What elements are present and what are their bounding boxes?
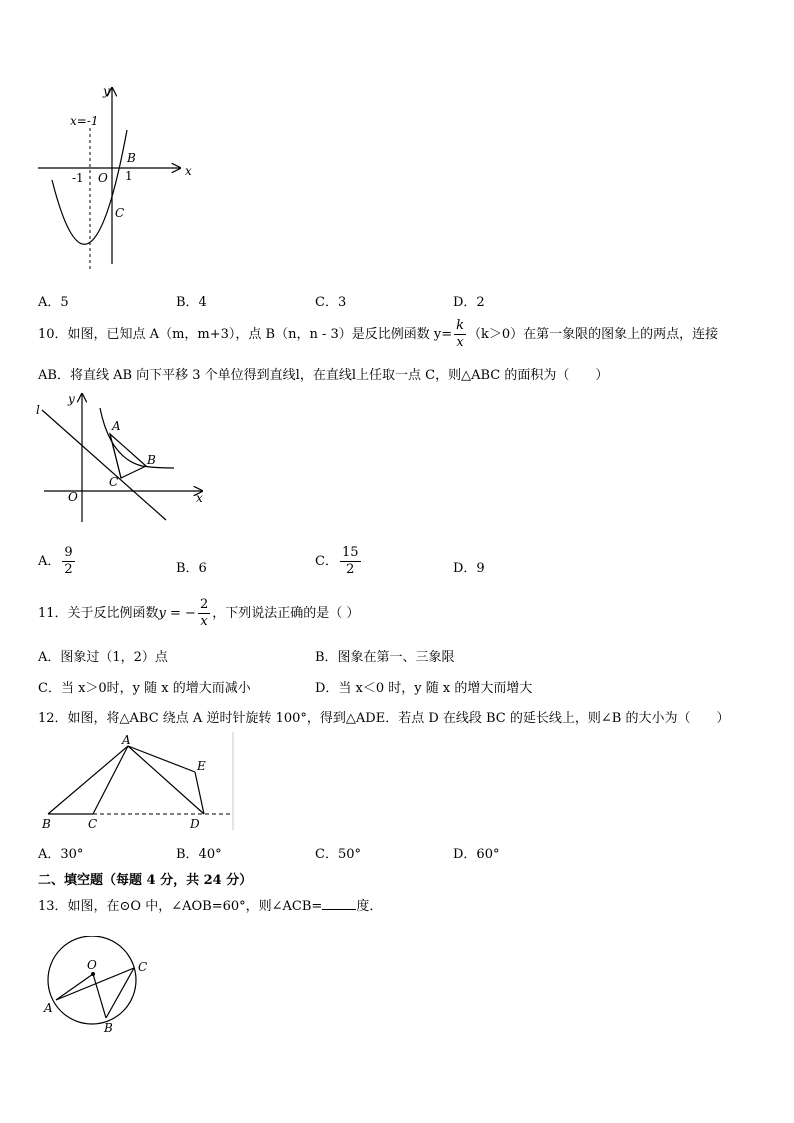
q9-label-origin: O <box>98 171 108 185</box>
q13-text-b: 度． <box>356 899 383 914</box>
q9-option-b: B．4 <box>176 295 207 310</box>
q9-option-c: C．3 <box>315 295 347 310</box>
q12-label-E: E <box>197 759 206 773</box>
q9-label-xline: x=-1 <box>70 114 99 128</box>
q13-label-B: B <box>104 1021 113 1035</box>
q11-frac-den: x <box>200 614 208 629</box>
q13-circle-figure <box>36 936 166 1036</box>
q12-option-d: D．60° <box>453 847 500 862</box>
q9-parabola-figure <box>30 80 210 275</box>
q12-label-D: D <box>190 817 200 831</box>
q10-label-y: y <box>68 392 75 406</box>
q11-question <box>38 597 359 630</box>
q10-frac-den: x <box>456 335 464 350</box>
q9-label-C: C <box>115 206 125 220</box>
q9-option-d: D．2 <box>453 295 485 310</box>
q10-text-b: （k＞0）在第一象限的图象上的两点，连接 <box>468 327 719 342</box>
q10-label-x: x <box>196 491 203 505</box>
q10-option-a-num: 9 <box>64 545 73 560</box>
q13-question <box>38 895 382 914</box>
q12-option-a: A．30° <box>38 847 84 862</box>
q10-option-d: D．9 <box>453 561 485 576</box>
q13-segment-ac <box>56 968 134 1000</box>
q10-option-c-den: 2 <box>346 562 355 577</box>
q13-segment-bc <box>106 968 134 1018</box>
q11-option-a: A．图象过（1，2）点 <box>38 650 168 665</box>
q12-label-C: C <box>88 817 98 831</box>
q10-label-O: O <box>68 490 78 504</box>
q10-frac-num: k <box>456 318 464 333</box>
q13-label-C: C <box>138 960 148 974</box>
q9-label-x: x <box>185 164 192 178</box>
q11-frac-num: 2 <box>199 597 209 612</box>
q12-option-b: B．40° <box>176 847 222 862</box>
q11-text-a: 11．关于反比例函数 <box>38 606 159 621</box>
q13-label-O: O <box>87 958 97 972</box>
q11-option-b: B．图象在第一、三象限 <box>315 650 455 665</box>
q13-answer-blank[interactable] <box>322 897 356 910</box>
q10-option-a-prefix: A． <box>38 554 61 569</box>
q11-option-c: C．当 x＞0时，y 随 x 的增大而减小 <box>38 681 251 696</box>
q12-rotation-figure <box>36 732 236 832</box>
q10-fraction <box>454 318 466 351</box>
q10-text-a: 10．如图，已知点 A（m，m+3），点 B（n，n - 3）是反比例函数 y= <box>38 327 453 342</box>
q10-option-a-fraction <box>62 545 74 578</box>
q13-circle <box>48 936 136 1024</box>
q10-option-c-prefix: C． <box>315 554 338 569</box>
q10-label-A: A <box>112 419 121 433</box>
q12-option-c: C．50° <box>315 847 361 862</box>
q10-question-line1 <box>38 318 718 351</box>
q10-option-b: B．6 <box>176 561 207 576</box>
q11-func-lhs: y = − <box>158 606 196 621</box>
q10-label-l: l <box>36 403 40 417</box>
q9-option-a: A．5 <box>38 295 69 310</box>
q11-fraction <box>198 597 210 630</box>
q13-label-A: A <box>44 1001 53 1015</box>
q10-option-a-den: 2 <box>64 562 73 577</box>
q10-question-line2: AB．将直线 AB 向下平移 3 个单位得到直线l，在直线l上任取一点 C，则△ABC 的面积为（ ） <box>38 368 609 383</box>
q12-segment-ab <box>48 746 128 814</box>
q9-label-one: 1 <box>125 169 133 183</box>
q10-label-C: C <box>109 475 119 489</box>
q12-segment-ae <box>128 746 195 772</box>
q12-question: 12．如图，将△ABC 绕点 A 逆时针旋转 100°，得到△ADE．若点 D 在线段 BC 的延长线上，则∠B 的大小为（ ） <box>38 711 730 726</box>
q10-option-a <box>38 545 77 578</box>
q10-option-c <box>315 545 363 578</box>
q11-option-d: D．当 x＜0 时，y 随 x 的增大而增大 <box>315 681 533 696</box>
q9-label-B: B <box>127 151 136 165</box>
q10-label-B: B <box>147 453 156 467</box>
q9-label-minus1: -1 <box>72 171 84 185</box>
q12-label-B: B <box>42 817 51 831</box>
section-fill-in-title: 二、填空题（每题 4 分，共 24 分） <box>38 873 253 888</box>
q11-text-b: ，下列说法正确的是（ ） <box>212 606 360 621</box>
q13-text-a: 13．如图，在⊙O 中，∠AOB=60°，则∠ACB= <box>38 899 323 914</box>
q10-option-c-num: 15 <box>341 545 359 560</box>
q12-segment-ad <box>128 746 204 814</box>
q10-option-c-fraction <box>340 545 361 578</box>
q12-segment-ac <box>93 746 128 814</box>
q10-hyperbola-figure <box>30 388 220 528</box>
q12-label-A: A <box>122 733 131 747</box>
q9-label-y: y <box>103 84 110 98</box>
